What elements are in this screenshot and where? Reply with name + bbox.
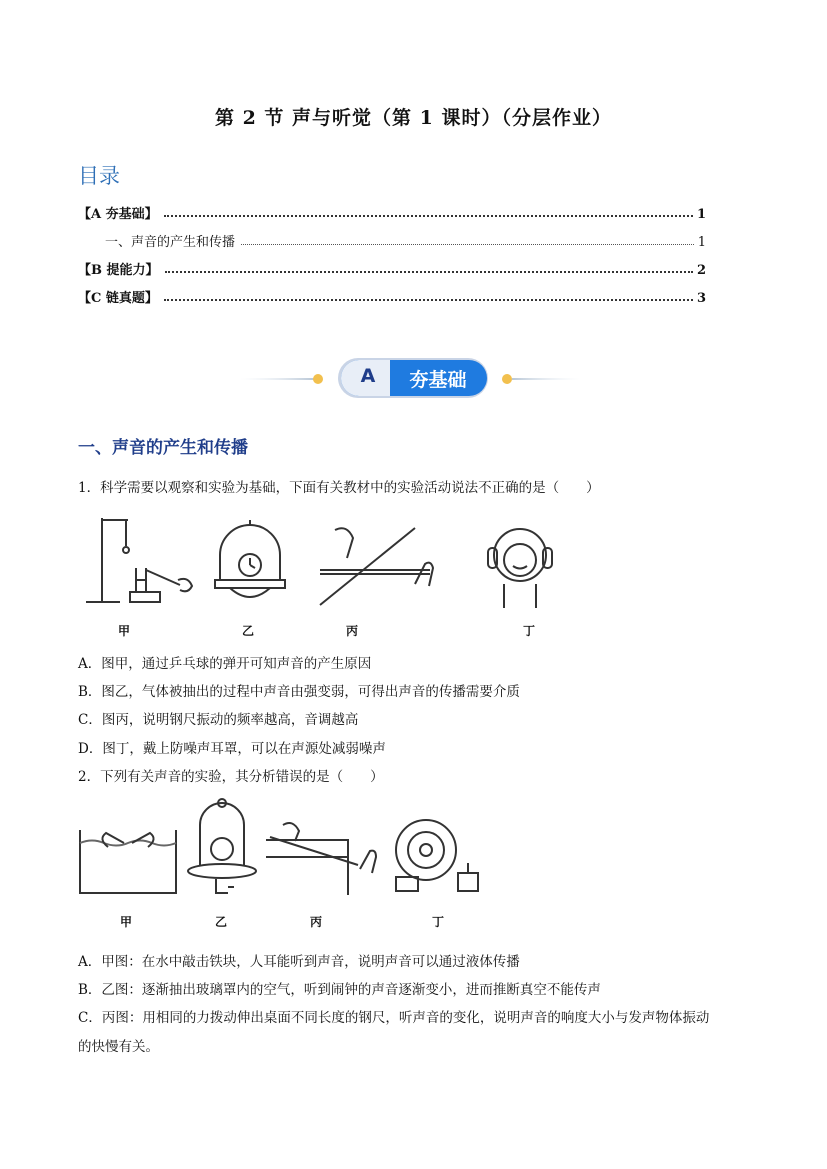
q1-option-a: A．图甲，通过乒乓球的弹开可知声音的产生原因 [78, 656, 372, 672]
toc-item-c[interactable] [78, 286, 706, 306]
q2-caption-ding: 丁 [432, 915, 445, 929]
q1-caption-ding: 丁 [523, 624, 536, 638]
q1-caption-bing: 丙 [346, 624, 359, 638]
q2-caption-bing: 丙 [310, 915, 323, 929]
toc-item-label: 【C 链真题】 [78, 291, 158, 306]
q1-option-d: D．图丁，戴上防噪声耳罩，可以在声源处减弱噪声 [78, 741, 386, 757]
toc-item-section1[interactable] [105, 230, 706, 250]
q2-option-c-continued: 的快慢有关。 [78, 1039, 159, 1055]
toc-item-b[interactable] [78, 258, 706, 278]
page-title: 第 2 节 声与听觉（第 1 课时）（分层作业） [214, 107, 612, 129]
q1-caption-jia: 甲 [118, 624, 131, 638]
q2-figure [78, 795, 498, 929]
q2-option-a: A．甲图：在水中敲击铁块，人耳能听到声音，说明声音可以通过液体传播 [78, 954, 520, 970]
q1-option-c: C．图丙，说明钢尺振动的频率越高，音调越高 [78, 712, 359, 728]
toc-leader [241, 244, 694, 245]
toc-leader [164, 299, 693, 301]
q1-stem: 1．科学需要以观察和实验为基础，下面有关教材中的实验活动说法不正确的是（ ） [78, 480, 600, 496]
toc-item-page: 3 [696, 291, 706, 306]
section-heading: 一、声音的产生和传播 [78, 438, 248, 458]
q1-caption-yi: 乙 [242, 624, 255, 638]
toc-item-label: 【B 提能力】 [78, 263, 159, 278]
toc-item-label: 【A 夯基础】 [78, 207, 158, 222]
toc-leader [165, 271, 693, 273]
q2-illustrations [78, 795, 498, 910]
q2-stem: 2．下列有关声音的实验，其分析错误的是（ ） [78, 769, 384, 785]
toc-item-a[interactable] [78, 202, 706, 222]
banner-text: 夯基础 [409, 369, 467, 391]
q2-option-c: C．丙图：用相同的力拨动伸出桌面不同长度的钢尺，听声音的变化，说明声音的响度大小与发声物体振动 [78, 1010, 710, 1026]
toc-leader [164, 215, 693, 217]
q2-caption-yi: 乙 [215, 915, 228, 929]
toc-item-page: 1 [697, 235, 706, 250]
toc-item-page: 2 [696, 263, 706, 278]
banner-letter: A [360, 365, 376, 387]
section-banner [240, 352, 580, 408]
toc-item-page: 1 [696, 207, 706, 222]
q2-caption-jia: 甲 [120, 915, 133, 929]
toc-item-label: 一、声音的产生和传播 [105, 235, 236, 250]
q1-figure [80, 510, 560, 638]
q2-option-b: B．乙图：逐渐抽出玻璃罩内的空气，听到闹钟的声音逐渐变小，进而推断真空不能传声 [78, 982, 601, 998]
q1-illustrations [80, 510, 560, 620]
q1-option-b: B．图乙，气体被抽出的过程中声音由强变弱，可得出声音的传播需要介质 [78, 684, 520, 700]
toc-heading: 目录 [78, 164, 120, 188]
